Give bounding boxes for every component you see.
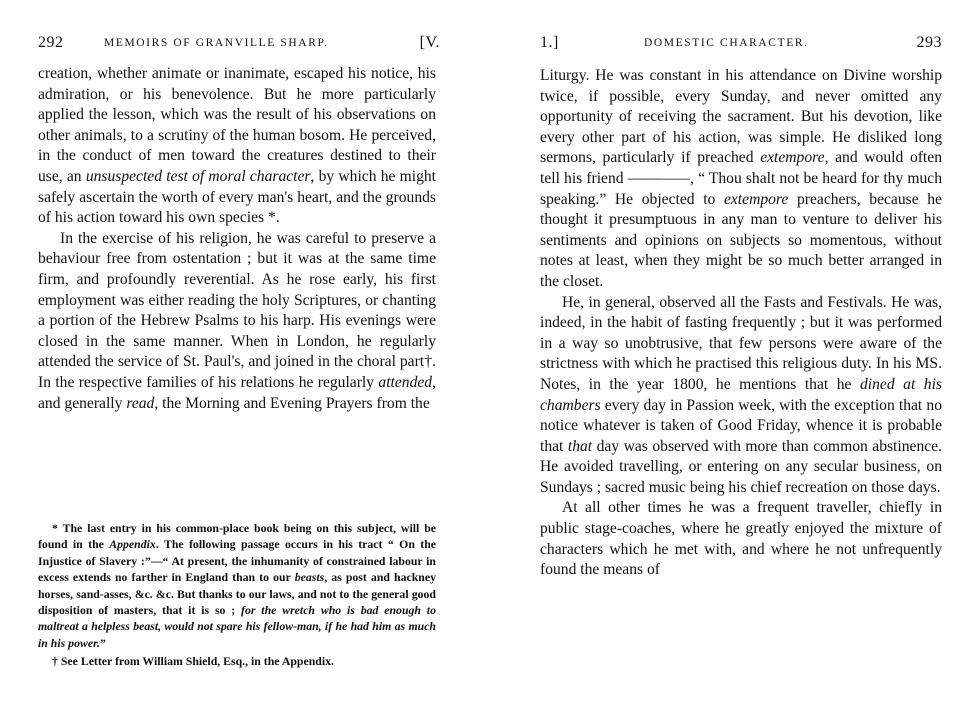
italic-run: that xyxy=(567,437,593,455)
italic-run: dined at his chambers xyxy=(540,375,942,414)
text-run: , as post and hackney horses, sand-asses, &c. &c. But thanks to our laws, and not to the general good disposition of masters, that it is so ; xyxy=(38,570,436,618)
left-chapter-mark: [V. xyxy=(419,34,440,51)
text-run: , and generally xyxy=(38,373,436,412)
left-paragraph-1 xyxy=(38,64,436,229)
italic-run: attended xyxy=(378,373,433,391)
right-body-text xyxy=(540,66,942,581)
right-page-number: 293 xyxy=(916,34,942,51)
text-run: every day in Passion week, with the exception that no notice whatever is taken of Good Friday, whence it is probable that xyxy=(540,396,942,455)
italic-run: beasts xyxy=(294,570,325,585)
left-footnotes xyxy=(38,520,436,670)
italic-run: extempore xyxy=(760,149,825,167)
italic-run: for the wretch who is bad enough to maltreat a helpless beast, would not spare his fellow-man, if he had him as much in his power. xyxy=(38,603,436,650)
text-run: , and would often tell his friend ————, “ Thou shalt not be heard for thy much speaking.” He objected to xyxy=(540,149,942,208)
right-chapter-mark: 1.] xyxy=(540,34,559,51)
left-page-number: 292 xyxy=(38,34,64,51)
text-run: In the exercise of his religion, he was careful to preserve a behaviour free from ostentation ; but it was at the same time firm, and profoundly reverential. As he rose early, his first employment was either reading the holy Scriptures, or chanting a portion of the Hebrew Psalms to his harp. His evenings were closed in the same manner. When in London, he regularly attended the service of St. Paul's, and joined in the choral part†. In the respective families of his relations he regularly xyxy=(38,229,436,391)
text-run: creation, whether animate or inanimate, escaped his notice, his admiration, or his benevolence. But he more particularly applied the lesson, which was the result of his observations on other animals, to a scrutiny of the human bosom. He perceived, in the conduct of men toward the creatures destined to their use, an xyxy=(38,65,436,185)
right-page xyxy=(540,0,942,581)
italic-run: unsuspected test of moral character xyxy=(85,167,311,185)
text-run: Liturgy. He was constant in his attendance on Divine worship twice, if possible, every Sunday, and never omitted any opportunity of receiving the sacrament. But his devotion, like every other part of his action, was simple. He disliked long sermons, particularly if preached xyxy=(540,67,942,167)
italic-run: extempore xyxy=(723,190,789,208)
right-paragraph-1 xyxy=(540,66,942,293)
left-body-text xyxy=(38,64,436,414)
text-run: . The following passage occurs in his tract “ On the Injustice of Slavery :”—“ At present, the inhumanity of constrained labour in excess extends no farther in England than to our xyxy=(38,537,437,585)
left-running-title: MEMOIRS OF GRANVILLE SHARP. xyxy=(104,37,329,49)
italic-run: Appendix xyxy=(109,537,156,552)
text-run: day was observed with more than common abstinence. He avoided travelling, or entering on any secular business, on Sundays ; sacred music being his chief recreation on those days. xyxy=(540,437,942,496)
text-run: ” xyxy=(99,635,106,650)
right-running-title: DOMESTIC CHARACTER. xyxy=(644,37,809,49)
left-paragraph-2 xyxy=(38,229,436,414)
text-run: preachers, because he thought it presumptuous in any man to venture to deliver his sentiments and opinions on subjects so momentous, without notes at least, when they might be so much better arranged in the closet. xyxy=(540,190,942,290)
text-run: , the Morning and Evening Prayers from the xyxy=(154,394,430,412)
left-running-head xyxy=(38,34,440,58)
footnote-1 xyxy=(38,520,436,651)
right-running-head xyxy=(540,34,942,58)
footnote-2: † See Letter from William Shield, Esq., in the Appendix. xyxy=(52,654,334,669)
italic-run: read xyxy=(126,394,155,412)
left-page xyxy=(38,0,440,669)
text-run: He, in general, observed all the Fasts and Festivals. He was, indeed, in the habit of fasting frequently ; but it was performed in a way so unobtrusive, that few persons were aware of the strictness with which he practised this religious duty. In his MS. Notes, in the year 1800, he mentions that he xyxy=(540,293,942,393)
right-paragraph-3: At all other times he was a frequent traveller, chiefly in public stage-coaches, where he greatly enjoyed the mixture of characters which he met with, and where he not unfrequently found the means of xyxy=(540,499,942,579)
text-run: * The last entry in his common-place book being on this subject, will be found in the xyxy=(38,521,436,552)
text-run: , by which he might safely ascertain the worth of every man's heart, and the grounds of his action toward his own species *. xyxy=(38,167,437,227)
right-paragraph-2 xyxy=(540,293,942,499)
